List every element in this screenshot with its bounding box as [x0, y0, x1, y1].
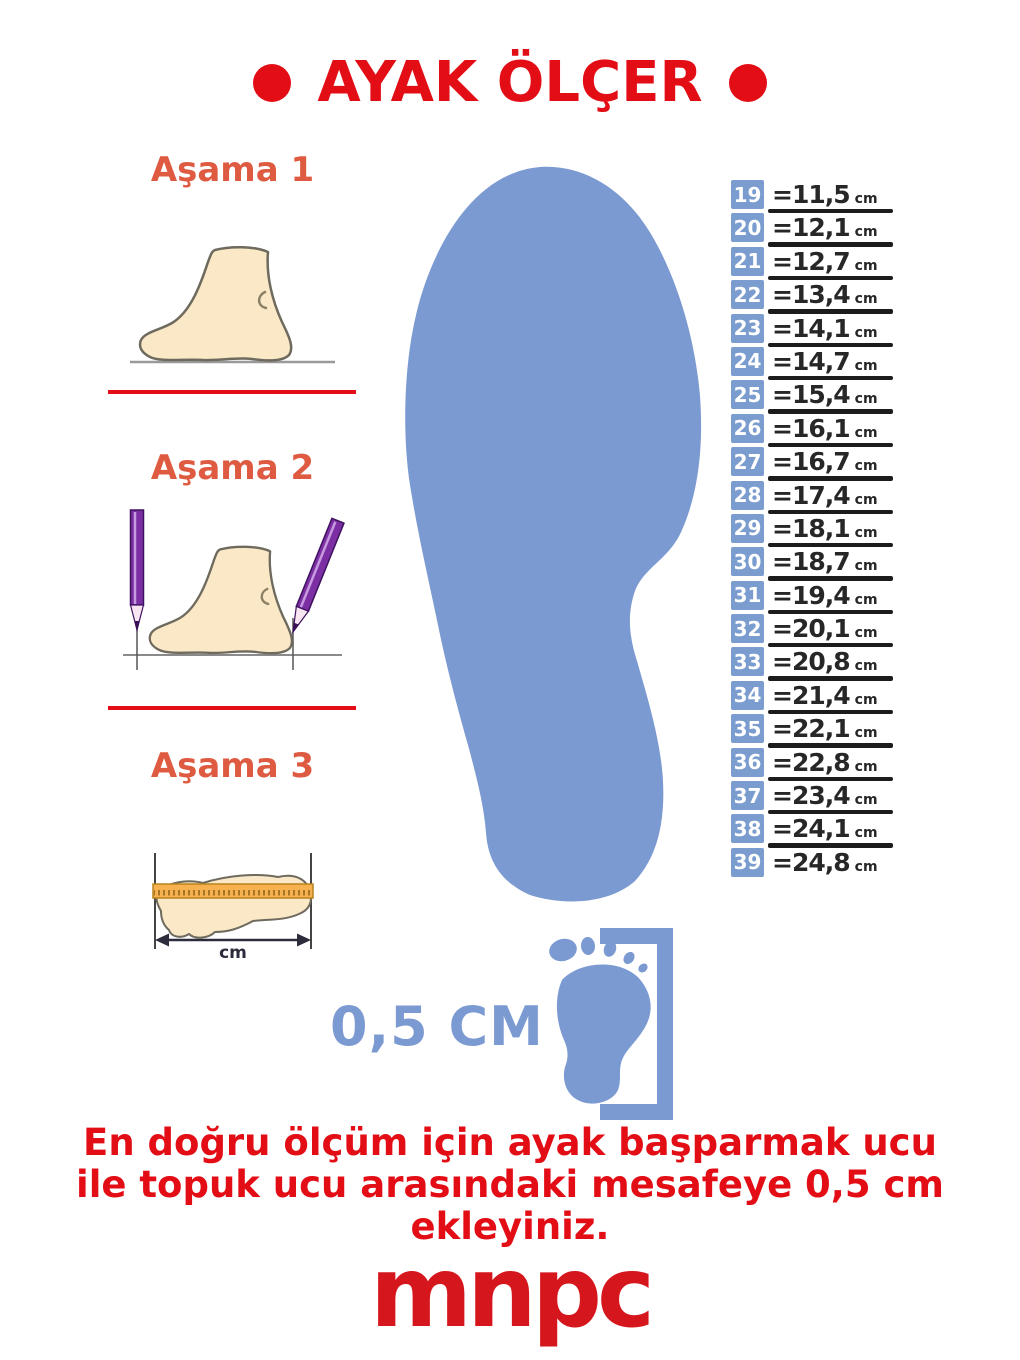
step-3-label: Aşama 3	[150, 746, 315, 786]
footprint-bracket-icon	[538, 903, 678, 1128]
size-number: 20	[733, 215, 762, 240]
size-unit: cm	[854, 458, 878, 475]
size-badge	[731, 681, 764, 710]
step-1-label: Aşama 1	[150, 150, 315, 190]
table-row	[731, 414, 891, 443]
size-number: 30	[733, 549, 762, 574]
pencil-left-icon	[131, 510, 144, 630]
arrow-right-icon	[297, 934, 311, 947]
size-number: 28	[733, 483, 762, 508]
size-value	[772, 213, 878, 242]
size-number: 32	[733, 616, 762, 641]
size-number: 36	[733, 750, 762, 775]
size-value	[772, 514, 878, 543]
red-divider	[108, 706, 356, 710]
step-1	[100, 150, 365, 370]
step-2	[100, 448, 365, 677]
size-unit: cm	[854, 291, 878, 308]
size-value	[772, 748, 878, 777]
size-unit: cm	[854, 224, 878, 241]
size-cm-value: =14,7	[772, 346, 850, 376]
table-row	[731, 447, 891, 476]
size-unit: cm	[854, 357, 878, 374]
size-cm-value: =20,8	[772, 647, 850, 677]
size-badge	[731, 380, 764, 409]
size-badge	[731, 814, 764, 843]
size-number: 24	[733, 349, 762, 374]
size-unit: cm	[854, 858, 878, 875]
foot-ruler-illustration	[143, 848, 323, 963]
table-row	[731, 380, 891, 409]
size-number: 22	[733, 282, 762, 307]
size-badge	[731, 180, 764, 209]
size-value	[772, 581, 878, 610]
table-row	[731, 180, 891, 209]
size-value	[772, 347, 878, 376]
red-dot-left-icon	[253, 64, 291, 102]
size-value	[772, 414, 878, 443]
size-unit: cm	[854, 424, 878, 441]
size-badge	[731, 347, 764, 376]
table-row	[731, 714, 891, 743]
size-value	[772, 314, 878, 343]
brand-logo: mnpc	[369, 1236, 651, 1350]
table-row	[731, 581, 891, 610]
table-row	[731, 481, 891, 510]
size-number: 34	[733, 683, 762, 708]
size-badge	[731, 247, 764, 276]
size-unit: cm	[854, 558, 878, 575]
size-number: 33	[733, 649, 762, 674]
table-row	[731, 514, 891, 543]
size-unit: cm	[854, 524, 878, 541]
size-value	[772, 681, 878, 710]
table-row	[731, 280, 891, 309]
size-unit: cm	[854, 591, 878, 608]
foot-sole-shape	[396, 164, 714, 914]
size-value	[772, 280, 878, 309]
size-number: 26	[733, 416, 762, 441]
size-unit: cm	[854, 725, 878, 742]
size-value	[772, 647, 878, 676]
step-2-label: Aşama 2	[150, 448, 315, 488]
size-cm-value: =22,8	[772, 747, 850, 777]
size-unit: cm	[854, 792, 878, 809]
size-cm-value: =20,1	[772, 614, 850, 644]
size-unit: cm	[854, 625, 878, 642]
size-badge	[731, 614, 764, 643]
table-row	[731, 781, 891, 810]
table-row	[731, 614, 891, 643]
table-row	[731, 681, 891, 710]
table-row	[731, 814, 891, 843]
size-number: 39	[733, 850, 762, 875]
size-badge	[731, 414, 764, 443]
half-cm-text: 0,5 CM	[330, 995, 544, 1058]
red-dot-right-icon	[729, 64, 767, 102]
size-badge	[731, 447, 764, 476]
size-badge	[731, 714, 764, 743]
size-cm-value: =14,1	[772, 313, 850, 343]
size-unit: cm	[854, 391, 878, 408]
header	[0, 50, 1020, 115]
size-cm-value: =18,7	[772, 547, 850, 577]
size-badge	[731, 547, 764, 576]
instruction-line-2: ile topuk ucu arasındaki mesafeye 0,5 cm	[76, 1163, 944, 1207]
size-value	[772, 547, 878, 576]
footprint-pad	[557, 965, 651, 1104]
size-cm-value: =12,1	[772, 213, 850, 243]
size-unit: cm	[854, 491, 878, 508]
size-badge	[731, 781, 764, 810]
size-number: 31	[733, 583, 762, 608]
red-divider	[108, 390, 356, 394]
size-number: 35	[733, 716, 762, 741]
size-chart	[731, 180, 891, 881]
size-unit: cm	[854, 257, 878, 274]
size-cm-value: =23,4	[772, 781, 850, 811]
pencil-right-icon	[287, 518, 344, 634]
size-badge	[731, 481, 764, 510]
size-cm-value: =19,4	[772, 580, 850, 610]
size-number: 29	[733, 516, 762, 541]
size-value	[772, 714, 878, 743]
size-value	[772, 247, 878, 276]
size-value	[772, 781, 878, 810]
instruction-line-1: En doğru ölçüm için ayak başparmak ucu	[83, 1121, 937, 1164]
size-value	[772, 180, 878, 209]
table-row	[731, 848, 891, 877]
size-badge	[731, 748, 764, 777]
step-3	[100, 746, 365, 963]
table-row	[731, 314, 891, 343]
size-cm-value: =13,4	[772, 280, 850, 310]
table-row	[731, 213, 891, 242]
size-value	[772, 814, 878, 843]
size-cm-value: =12,7	[772, 246, 850, 276]
size-cm-value: =24,8	[772, 847, 850, 877]
size-number: 21	[733, 249, 762, 274]
size-unit: cm	[854, 324, 878, 341]
foot-with-pencils-illustration	[115, 492, 350, 677]
size-number: 27	[733, 449, 762, 474]
size-unit: cm	[854, 658, 878, 675]
size-value	[772, 380, 878, 409]
size-badge	[731, 581, 764, 610]
size-badge	[731, 314, 764, 343]
instruction-line-3: ekleyiniz.	[410, 1205, 610, 1249]
size-value	[772, 447, 878, 476]
size-badge	[731, 213, 764, 242]
size-badge	[731, 514, 764, 543]
size-number: 37	[733, 783, 762, 808]
size-cm-value: =18,1	[772, 513, 850, 543]
size-number: 25	[733, 382, 762, 407]
size-unit: cm	[854, 191, 878, 207]
instruction-text	[50, 1122, 970, 1249]
size-unit: cm	[854, 758, 878, 775]
foot-side-view-illustration	[120, 240, 345, 370]
size-cm-value: =16,1	[772, 413, 850, 443]
arrow-left-icon	[155, 934, 169, 947]
size-unit: cm	[854, 691, 878, 708]
size-value	[772, 848, 878, 877]
size-badge	[731, 848, 764, 877]
size-cm-value: =22,1	[772, 714, 850, 744]
size-cm-value: =15,4	[772, 380, 850, 410]
size-number: 19	[733, 182, 762, 207]
size-number: 38	[733, 816, 762, 841]
size-cm-value: =17,4	[772, 480, 850, 510]
size-cm-value: =16,7	[772, 447, 850, 477]
table-row	[731, 647, 891, 676]
table-row	[731, 347, 891, 376]
table-row	[731, 748, 891, 777]
table-row	[731, 247, 891, 276]
size-badge	[731, 647, 764, 676]
page-title: AYAK ÖLÇER	[317, 50, 703, 115]
size-value	[772, 614, 878, 643]
size-cm-value: =21,4	[772, 680, 850, 710]
size-cm-value: =11,5	[772, 180, 850, 209]
size-unit: cm	[854, 825, 878, 842]
size-number: 23	[733, 316, 762, 341]
size-cm-value: =24,1	[772, 814, 850, 844]
size-value	[772, 481, 878, 510]
size-badge	[731, 280, 764, 309]
table-row	[731, 547, 891, 576]
cm-label: cm	[218, 943, 247, 963]
